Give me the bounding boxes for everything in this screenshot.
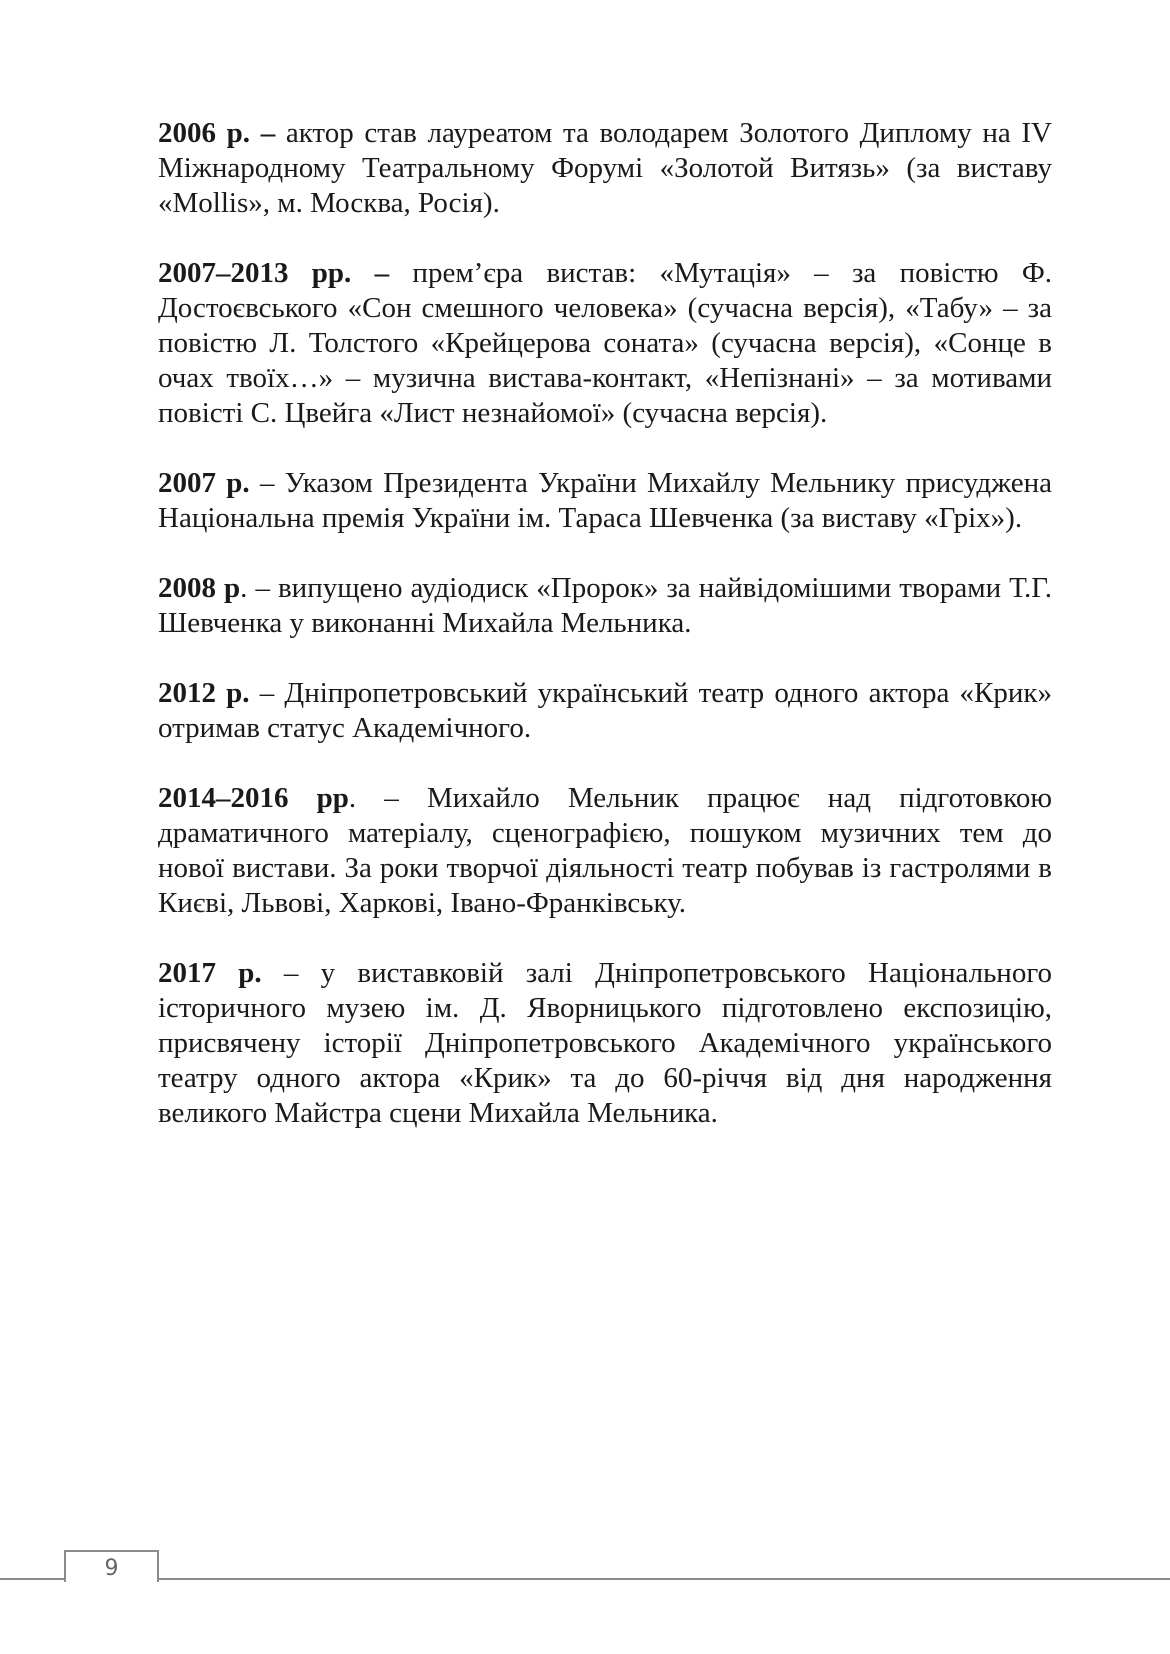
entry-year: 2007–2013 рр. <box>158 257 352 289</box>
page-number: 9 <box>104 1556 119 1581</box>
chronology-entry-2007-2013 <box>158 256 1052 431</box>
entry-text: – Дніпропетровський український театр одного актора «Крик» отримав статус Академічного. <box>158 677 1052 744</box>
entry-text: . – випущено аудіодиск «Пророк» за найвідомішими творами Т.Г. Шевченка у виконанні Михайла Мельника. <box>158 572 1052 639</box>
document-body <box>158 116 1052 1166</box>
entry-year: 2007 р. <box>158 467 250 499</box>
entry-dash: – <box>250 117 276 149</box>
chronology-entry-2017 <box>158 956 1052 1131</box>
chronology-entry-2012 <box>158 676 1052 746</box>
entry-year: 2006 р. <box>158 117 251 149</box>
entry-year: 2012 р. <box>158 677 250 709</box>
entry-year: 2008 р <box>158 572 241 604</box>
page-number-tab <box>64 1550 159 1582</box>
chronology-entry-2007 <box>158 466 1052 536</box>
entry-year: 2014–2016 рр <box>158 782 349 814</box>
entry-dash: – <box>351 257 390 289</box>
entry-text: прем’єра вистав: «Мутація» – за повістю Ф. Достоєвського «Сон смешного человека» (сучасна версія), «Табу» – за повістю Л. Толстого «Крейцерова соната» (сучасна версія), «Сонце в очах твоїх…» – музична вистава-контакт, «Непізнані» – за мотивами повісті С. Цвейга «Лист незнайомої» (сучасна версія). <box>158 257 1053 429</box>
entry-text: – Указом Президента України Михайлу Мельнику присуджена Національна премія України ім. Тараса Шевченка (за виставу «Гріх»). <box>158 467 1052 534</box>
chronology-entry-2008 <box>158 571 1052 641</box>
entry-text: . – Михайло Мельник працює над підготовкою драматичного матеріалу, сценографією, пошуком музичних тем до нової вистави. За роки творчої діяльності театр побував із гастролями в Києві, Львові, Харкові, Івано-Франківську. <box>158 782 1052 919</box>
chronology-entry-2014-2016 <box>158 781 1052 921</box>
entry-text: актор став лауреатом та володарем Золотого Диплому на IV Міжнародному Театральному Форумі «Золотой Витязь» (за виставу «Mollis», м. Москва, Росія). <box>158 117 1053 219</box>
footer-rule <box>0 1578 1170 1580</box>
entry-text: – у виставковій залі Дніпропетровського Національного історичного музею ім. Д. Яворницького підготовлено експозицію, присвячену історії Дніпропетровського Академічного українського театру одного актора «Крик» та до 60-річчя від дня народження великого Майстра сцени Михайла Мельника. <box>158 957 1052 1129</box>
entry-year: 2017 р. <box>158 957 262 989</box>
chronology-entry-2006 <box>158 116 1052 221</box>
